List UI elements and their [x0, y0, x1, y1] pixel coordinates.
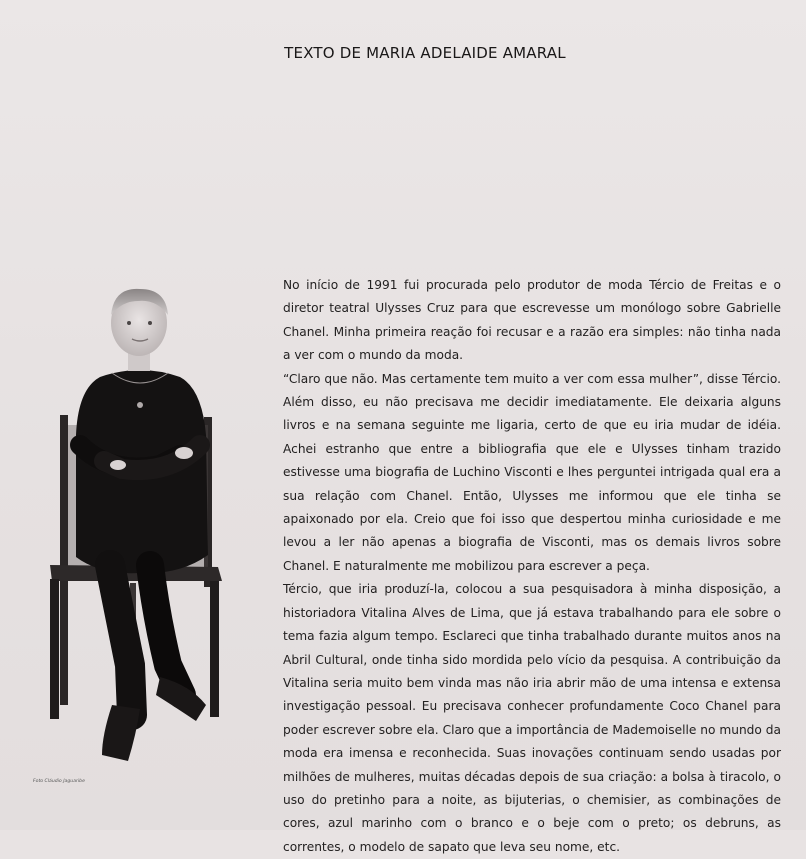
paragraph: No início de 1991 fui procurada pelo produtor de moda Tércio de Freitas e o diretor teatral Ulysses Cruz para que escrevesse um monólogo sobre Gabrielle Chanel. Minha primeira reação foi recusar e a razão era simples: não tinha nada a ver com o mundo da moda.	[283, 278, 781, 363]
article-body	[283, 274, 781, 859]
page-title: TEXTO DE MARIA ADELAIDE AMARAL	[284, 44, 566, 62]
paragraph: “Claro que não. Mas certamente tem muito a ver com essa mulher”, disse Tércio. Além disso, eu não precisava me decidir imediatamente. Ele deixaria alguns livros e na semana seguinte me ligaria, certo de que eu iria mudar de idéia. Achei estranho que entre a bibliografia que ele e Ulysses tinham trazido estivesse uma biografia de Luchino Visconti e lhes perguntei intrigada qual era a sua relação com Chanel. Então, Ulysses me informou que ele tinha se apaixonado por ela. Creio que foi isso que despertou minha curiosidade e me levou a ler não apenas a biografia de Visconti, mas os demais livros sobre Chanel. E naturalmente me mobilizou para escrever a peça.	[283, 371, 781, 573]
paragraph: Tércio, que iria produzí-la, colocou a sua pesquisadora à minha disposição, a historiadora Vitalina Alves de Lima, que já estava trabalhando para ele sobre o tema fazia algum tempo. Esclareci que tinha trabalhado durante muitos anos na Abril Cultural, onde tinha sido mordida pelo vício da pesquisa. A contribuição da Vitalina seria muito bem vinda mas não iria abrir mão de uma intensa e extensa investigação pessoal. Eu precisava conhecer profundamente Coco Chanel para poder escrever sobre ela. Claro que a importância de Mademoiselle no mundo da moda era imensa e reconhecida. Suas inovações continuam sendo usadas por milhões de mulheres, muitas décadas depois de sua criação: a bolsa à tiracolo, o uso do pretinho para a noite, as bijuterias, o chemisier, as combinações de cores, azul marinho com o branco e o beje com o preto; os debruns, as correntes, o modelo de sapato que leva seu nome, etc.	[283, 582, 781, 854]
photo-credit: Foto Cláudio Jaguaribe	[33, 779, 85, 784]
author-portrait-photo	[40, 285, 240, 775]
